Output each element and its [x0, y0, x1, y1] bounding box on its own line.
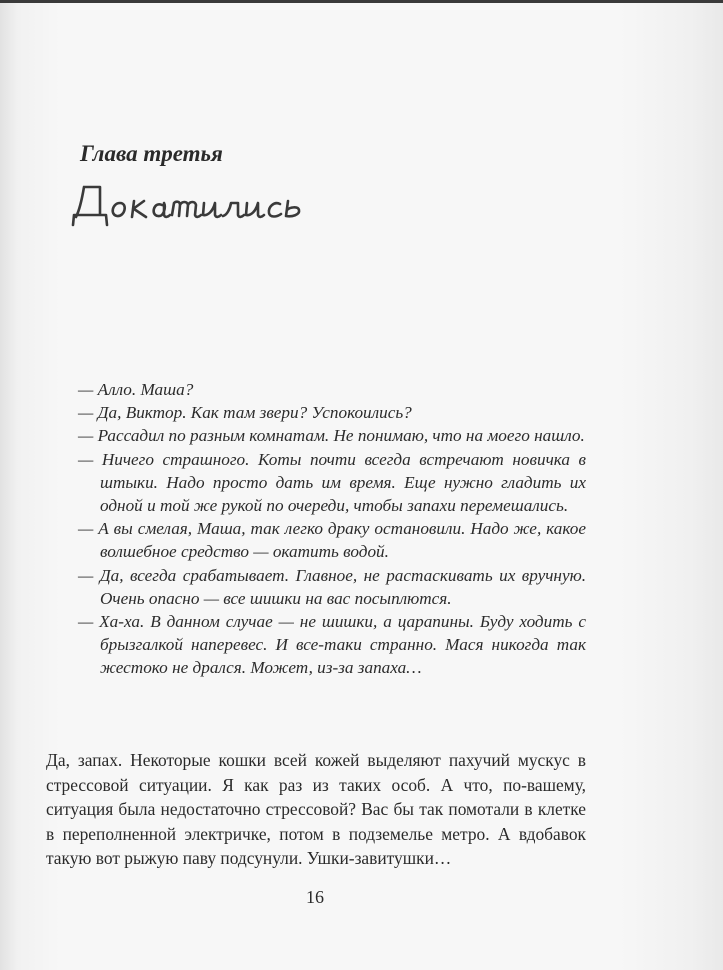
page-number: 16	[306, 887, 324, 907]
dialogue-line: — А вы смелая, Маша, так легко драку остановили. Надо же, какое волшебное средство — окатить водой.	[78, 519, 586, 562]
dialogue-line: — Ха-ха. В данном случае — не шишки, а царапины. Буду ходить с брызгалкой наперевес. И все-таки странно. Мася никогда так жестоко не дрался. Может, из-за запаха…	[78, 612, 586, 678]
dialogue-line: — Ничего страшного. Коты почти всегда встречают новичка в штыки. Надо просто дать им время. Еще нужно гладить их одной и той же рукой по очереди, чтобы запахи перемешались.	[78, 449, 586, 516]
chapter-label: Глава третья	[80, 141, 223, 166]
chapter-title-handwritten	[70, 175, 340, 235]
dialogue-line: — Рассадил по разным комнатам. Не понимаю, что на моего нашло.	[78, 426, 585, 446]
dialogue-line: — Да, Виктор. Как там звери? Успокоились?	[78, 403, 412, 423]
dialogue-line: — Да, всегда срабатывает. Главное, не растаскивать их вручную. Очень опасно — все шишки на вас посыплются.	[78, 565, 586, 608]
narration-paragraph: Да, запах. Некоторые кошки всей кожей выделяют пахучий мускус в стрессовой ситуации. Я как раз из таких особ. А что, по-вашему, ситуация была недостаточно стрессовой? Вас бы так помотали в клетке в переполненной электричке, потом в подземелье метро. А вдобавок такую вот рыжую паву подсунули. Ушки-завитушки…	[46, 750, 586, 869]
dialogue-block	[78, 378, 586, 680]
dialogue-line: — Алло. Маша?	[78, 380, 194, 399]
